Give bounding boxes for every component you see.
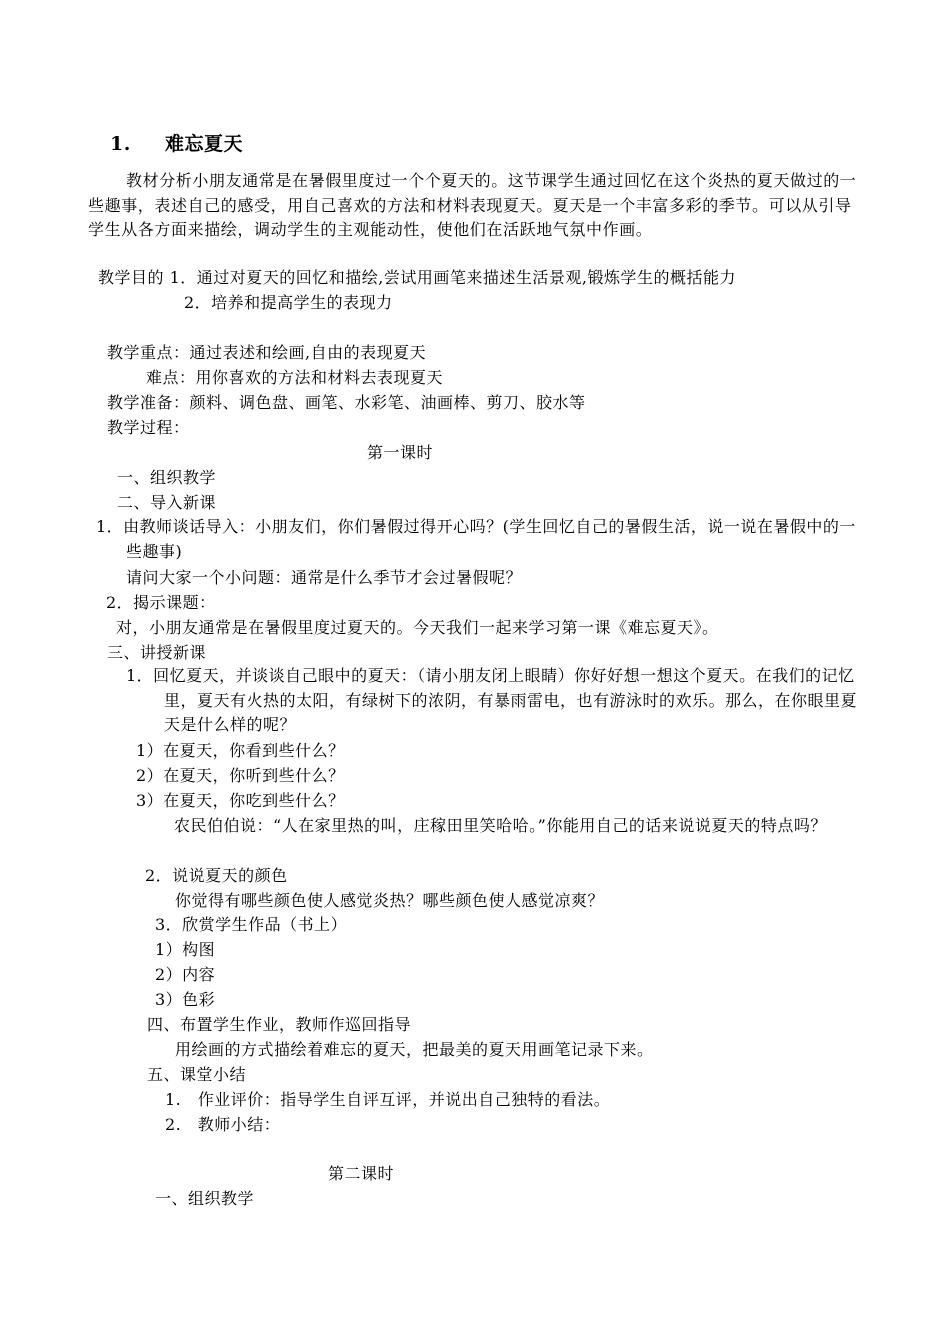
- page-title: 难忘夏天: [165, 133, 244, 155]
- teach-item-2: 2．说说夏天的颜色: [145, 866, 288, 885]
- goal-2: 2．培养和提高学生的表现力: [184, 293, 393, 312]
- artwork-point-1: 1）构图: [155, 940, 216, 959]
- preparation: 教学准备：颜料、调色盘、画笔、水彩笔、油画棒、剪刀、胶水等: [107, 393, 586, 412]
- step-introduce: 二、导入新课: [117, 493, 217, 512]
- question-hear: 2）在夏天，你听到些什么？: [136, 766, 345, 785]
- teach-item-3: 3．欣赏学生作品（书上）: [155, 915, 348, 934]
- summary-item-1: 1. 作业评价：指导学生自评互评，并说出自己独特的看法。: [165, 1090, 611, 1109]
- lesson-1-heading: 第一课时: [367, 443, 434, 462]
- analysis-paragraph: 教材分析小朋友通常是在暑假里度过一个个夏天的。这节课学生通过回忆在这个炎热的夏天做过的一些趣事，表述自己的感受，用自己喜欢的方法和材料表现夏天。夏天是一个丰富多彩的季节。可以从引导学生从各方面来描绘，调动学生的主观能动性，使他们在活跃地气氛中作画。: [88, 171, 857, 239]
- step-teach: 三、讲授新课: [107, 643, 207, 662]
- key-point: 教学重点：通过表述和绘画,自由的表现夏天: [107, 343, 427, 362]
- difficulty: 难点：用你喜欢的方法和材料去表现夏天: [146, 368, 444, 387]
- section-number: 1.: [110, 133, 131, 155]
- colors-question: 你觉得有哪些颜色使人感觉炎热？哪些颜色使人感觉凉爽？: [175, 891, 605, 910]
- process-label: 教学过程：: [107, 418, 190, 437]
- introduce-question: 请问大家一个小问题：通常是什么季节才会过暑假呢？: [126, 568, 523, 587]
- homework-text: 用绘画的方式描绘着难忘的夏天，把最美的夏天用画笔记录下来。: [175, 1040, 654, 1059]
- question-eat: 3）在夏天，你吃到些什么？: [136, 791, 345, 810]
- farmer-quote: 农民伯伯说：“人在家里热的叫，庄稼田里笑哈哈。”你能用自己的话来说说夏天的特点吗？: [174, 816, 827, 835]
- lesson-2-heading: 第二课时: [328, 1164, 395, 1183]
- introduce-item-2: 2．揭示课题：: [106, 593, 216, 612]
- artwork-point-3: 3）色彩: [155, 990, 216, 1009]
- step-homework: 四、布置学生作业，教师作巡回指导: [147, 1015, 412, 1034]
- step-organize: 一、组织教学: [117, 468, 217, 487]
- question-see: 1）在夏天，你看到些什么？: [136, 741, 345, 760]
- lesson-2-step-organize: 一、组织教学: [155, 1189, 255, 1208]
- introduce-answer: 对，小朋友通常是在暑假里度过夏天的。今天我们一起来学习第一课《难忘夏天》。: [116, 618, 719, 637]
- summary-item-2: 2. 教师小结：: [165, 1115, 281, 1134]
- goal-1: 教学目的 1．通过对夏天的回忆和描绘,尝试用画笔来描述生活景观,锻炼学生的概括能力: [98, 268, 736, 287]
- teach-item-1: 1．回忆夏天，并谈谈自己眼中的夏天：（请小朋友闭上眼睛）你好好想一想这个夏天。在我们的记忆里，夏天有火热的太阳，有绿树下的浓阴，有暴雨雷电，也有游泳时的欢乐。那么，在你眼里夏天是什么样的呢？: [126, 666, 858, 734]
- artwork-point-2: 2）内容: [155, 965, 216, 984]
- step-summary: 五、课堂小结: [147, 1065, 247, 1084]
- introduce-item-1: 1．由教师谈话导入：小朋友们，你们暑假过得开心吗？(学生回忆自己的暑假生活，说一说在暑假中的一些趣事): [96, 517, 856, 561]
